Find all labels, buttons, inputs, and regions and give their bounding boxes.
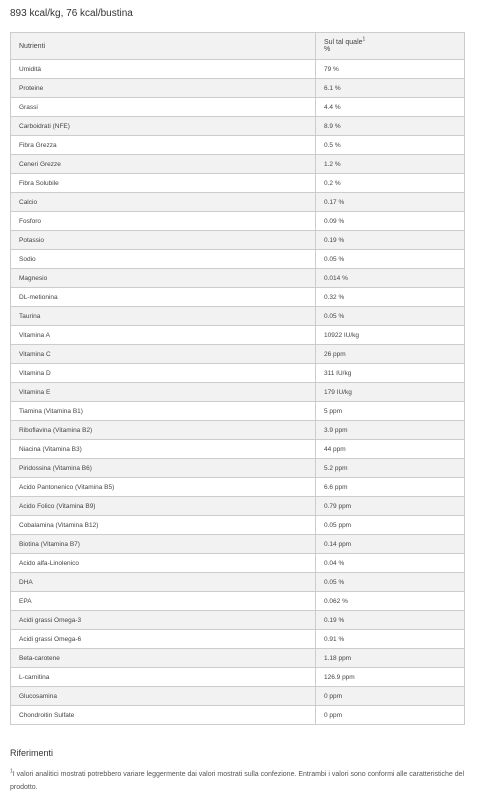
nutrient-value: 10922 IU/kg — [316, 326, 465, 345]
nutrient-value: 0.5 % — [316, 136, 465, 155]
table-header-row — [11, 33, 465, 60]
header-value-unit: % — [324, 46, 331, 53]
nutrient-name: DHA — [11, 573, 316, 592]
nutrient-name: Potassio — [11, 231, 316, 250]
nutrient-name: Fosforo — [11, 212, 316, 231]
nutrient-name: Proteine — [11, 79, 316, 98]
nutrient-value: 0.05 % — [316, 573, 465, 592]
nutrient-value: 5 ppm — [316, 402, 465, 421]
nutrient-value: 5.2 ppm — [316, 459, 465, 478]
nutrient-value: 1.2 % — [316, 155, 465, 174]
table-row — [11, 250, 465, 269]
nutrient-value: 311 IU/kg — [316, 364, 465, 383]
table-row — [11, 421, 465, 440]
table-row — [11, 668, 465, 687]
table-row — [11, 649, 465, 668]
nutrient-name: Tiamina (Vitamina B1) — [11, 402, 316, 421]
nutrient-value: 0.05 ppm — [316, 516, 465, 535]
nutrient-name: Ceneri Grezze — [11, 155, 316, 174]
table-row — [11, 440, 465, 459]
table-row — [11, 383, 465, 402]
nutrient-name: Piridossina (Vitamina B6) — [11, 459, 316, 478]
table-row — [11, 497, 465, 516]
nutrient-value: 8.9 % — [316, 117, 465, 136]
nutrient-value: 6.6 ppm — [316, 478, 465, 497]
note-text: I valori analitici mostrati potrebbero variare leggermente dai valori mostrati sulla confezione. Entrambi i valori sono conformi alle caratteristiche del prodotto. — [10, 771, 465, 791]
table-row — [11, 193, 465, 212]
nutrient-value: 0.19 % — [316, 231, 465, 250]
table-row — [11, 174, 465, 193]
table-row — [11, 459, 465, 478]
table-row — [11, 402, 465, 421]
header-value — [316, 33, 465, 60]
nutrient-name: Acido alfa-Linolenico — [11, 554, 316, 573]
table-row — [11, 611, 465, 630]
nutrient-value: 0.05 % — [316, 250, 465, 269]
nutrition-table — [10, 32, 465, 725]
nutrient-name: Vitamina E — [11, 383, 316, 402]
nutrient-name: Carboidrati (NFE) — [11, 117, 316, 136]
table-row — [11, 60, 465, 79]
nutrient-value: 0.17 % — [316, 193, 465, 212]
table-row — [11, 212, 465, 231]
nutrient-value: 0.14 ppm — [316, 535, 465, 554]
nutrient-value: 0.062 % — [316, 592, 465, 611]
table-row — [11, 307, 465, 326]
nutrient-value: 6.1 % — [316, 79, 465, 98]
nutrient-name: Fibra Solubile — [11, 174, 316, 193]
nutrient-name: Vitamina C — [11, 345, 316, 364]
nutrient-value: 0.2 % — [316, 174, 465, 193]
energy-info: 893 kcal/kg, 76 kcal/bustina — [10, 8, 133, 19]
table-row — [11, 231, 465, 250]
header-value-label: Sul tal quale — [324, 39, 363, 46]
nutrient-value: 1.18 ppm — [316, 649, 465, 668]
nutrient-name: Fibra Grezza — [11, 136, 316, 155]
table-row — [11, 155, 465, 174]
nutrient-value: 0.014 % — [316, 269, 465, 288]
nutrient-name: Acidi grassi Omega-3 — [11, 611, 316, 630]
nutrient-name: Acido Pantonenico (Vitamina B5) — [11, 478, 316, 497]
nutrient-value: 0.79 ppm — [316, 497, 465, 516]
nutrient-value: 0.91 % — [316, 630, 465, 649]
nutrient-name: Beta-carotene — [11, 649, 316, 668]
nutrient-name: Glucosamina — [11, 687, 316, 706]
nutrient-value: 0.09 % — [316, 212, 465, 231]
nutrient-value: 0 ppm — [316, 687, 465, 706]
nutrient-name: Acidi grassi Omega-6 — [11, 630, 316, 649]
nutrient-value: 26 ppm — [316, 345, 465, 364]
nutrient-value: 0.19 % — [316, 611, 465, 630]
table-row — [11, 630, 465, 649]
table-row — [11, 687, 465, 706]
header-nutrient: Nutrienti — [11, 33, 316, 60]
table-row — [11, 288, 465, 307]
nutrient-name: Grassi — [11, 98, 316, 117]
table-row — [11, 554, 465, 573]
nutrient-name: Riboflavina (Vitamina B2) — [11, 421, 316, 440]
table-row — [11, 326, 465, 345]
table-row — [11, 516, 465, 535]
nutrient-name: Vitamina A — [11, 326, 316, 345]
nutrient-name: L-carnitina — [11, 668, 316, 687]
nutrient-name: Biotina (Vitamina B7) — [11, 535, 316, 554]
nutrient-value: 0 ppm — [316, 706, 465, 725]
nutrient-name: Vitamina D — [11, 364, 316, 383]
references-note — [10, 768, 465, 794]
table-row — [11, 573, 465, 592]
nutrient-name: Chondroitin Sulfate — [11, 706, 316, 725]
nutrient-value: 44 ppm — [316, 440, 465, 459]
table-row — [11, 117, 465, 136]
table-row — [11, 79, 465, 98]
nutrient-name: Magnesio — [11, 269, 316, 288]
table-row — [11, 269, 465, 288]
nutrient-name: Sodio — [11, 250, 316, 269]
nutrient-name: Acido Folico (Vitamina B9) — [11, 497, 316, 516]
nutrient-name: Umidità — [11, 60, 316, 79]
table-row — [11, 364, 465, 383]
nutrient-name: Cobalamina (Vitamina B12) — [11, 516, 316, 535]
nutrient-name: Taurina — [11, 307, 316, 326]
nutrient-value: 179 IU/kg — [316, 383, 465, 402]
nutrient-value: 0.04 % — [316, 554, 465, 573]
header-footnote-ref: 1 — [362, 36, 366, 43]
nutrient-name: Niacina (Vitamina B3) — [11, 440, 316, 459]
nutrient-name: EPA — [11, 592, 316, 611]
table-row — [11, 136, 465, 155]
references-title: Riferimenti — [10, 748, 54, 758]
table-row — [11, 706, 465, 725]
table-row — [11, 98, 465, 117]
nutrient-value: 126.9 ppm — [316, 668, 465, 687]
note-footnote-mark: 1 — [10, 768, 13, 775]
nutrient-value: 0.05 % — [316, 307, 465, 326]
nutrient-name: Calcio — [11, 193, 316, 212]
table-row — [11, 478, 465, 497]
table-row — [11, 535, 465, 554]
nutrient-value: 3.9 ppm — [316, 421, 465, 440]
nutrient-value: 4.4 % — [316, 98, 465, 117]
table-row — [11, 592, 465, 611]
table-row — [11, 345, 465, 364]
nutrient-value: 0.32 % — [316, 288, 465, 307]
nutrient-value: 79 % — [316, 60, 465, 79]
nutrient-name: DL-metionina — [11, 288, 316, 307]
